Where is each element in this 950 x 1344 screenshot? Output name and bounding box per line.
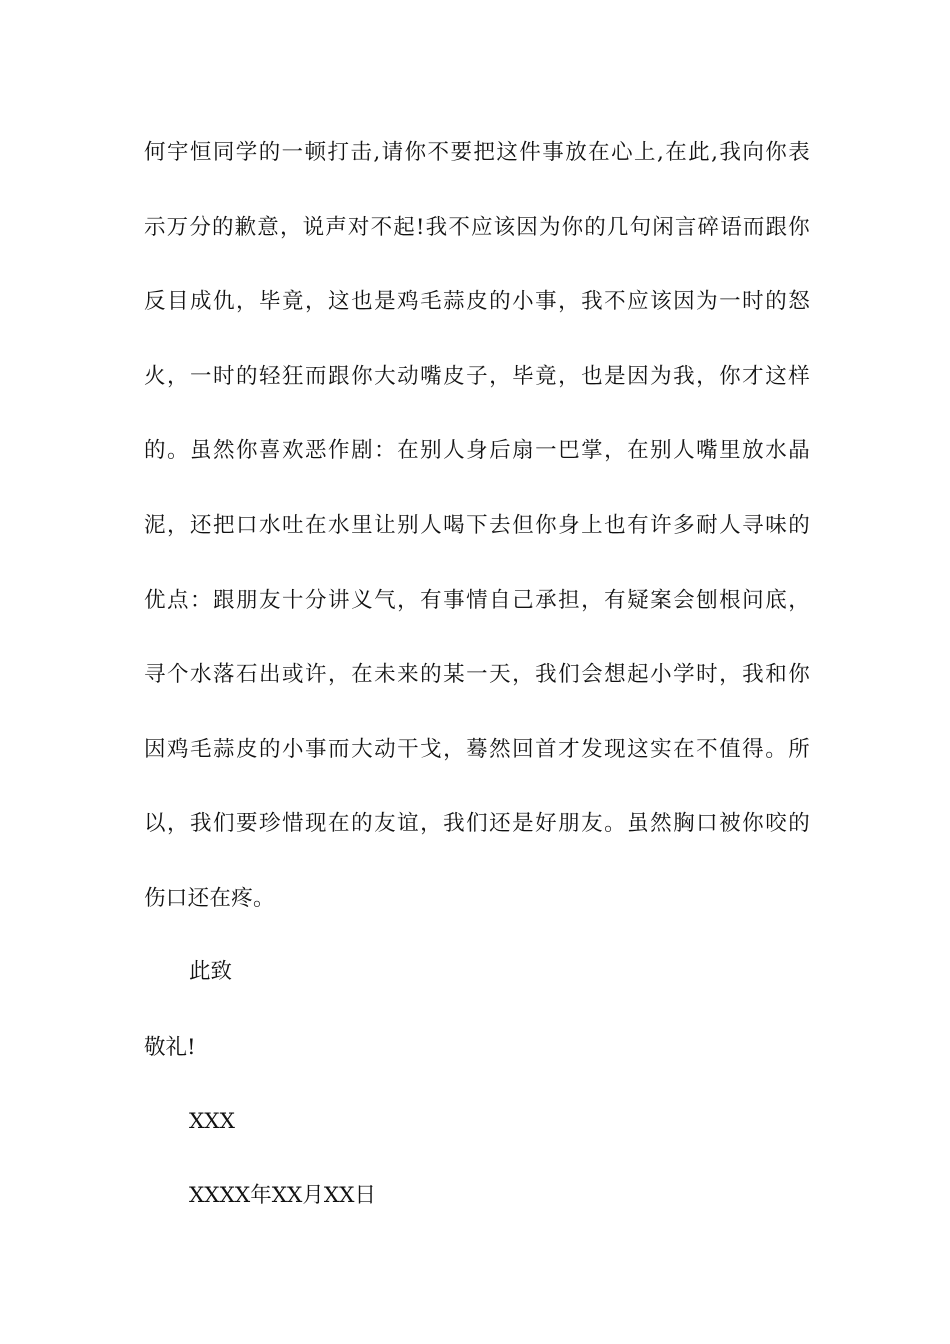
signature-name: XXX xyxy=(189,1109,235,1134)
body-line: 寻个水落石出或许，在未来的某一天，我们会想起小学时，我和你 xyxy=(144,662,810,688)
body-line: 示万分的歉意，说声对不起!我不应该因为你的几句闲言碎语而跟你 xyxy=(144,214,810,240)
body-line: 泥，还把口水吐在水里让别人喝下去但你身上也有许多耐人寻味的 xyxy=(144,512,810,538)
body-line: 何宇恒同学的一顿打击,请你不要把这件事放在心上,在此,我向你表 xyxy=(144,140,810,165)
body-line: 优点：跟朋友十分讲义气，有事情自己承担，有疑案会刨根问底， xyxy=(144,587,810,613)
body-line: 反目成仇，毕竟，这也是鸡毛蒜皮的小事，我不应该因为一时的怒 xyxy=(144,289,810,315)
body-line: 以，我们要珍惜现在的友谊，我们还是好朋友。虽然胸口被你咬的 xyxy=(144,811,810,837)
closing-ci-zhi: 此致 xyxy=(189,959,233,984)
closing-jing-li: 敬礼! xyxy=(144,1035,196,1060)
body-line: 火，一时的轻狂而跟你大动嘴皮子，毕竟，也是因为我，你才这样 xyxy=(144,363,810,389)
body-line-last: 伤口还在疼。 xyxy=(144,885,275,911)
letter-body xyxy=(144,130,810,951)
body-line: 的。虽然你喜欢恶作剧：在别人身后扇一巴掌，在别人嘴里放水晶 xyxy=(144,438,810,464)
body-line: 因鸡毛蒜皮的小事而大动干戈，蓦然回首才发现这实在不值得。所 xyxy=(144,736,810,762)
signature-date: XXXX年XX月XX日 xyxy=(189,1183,376,1208)
